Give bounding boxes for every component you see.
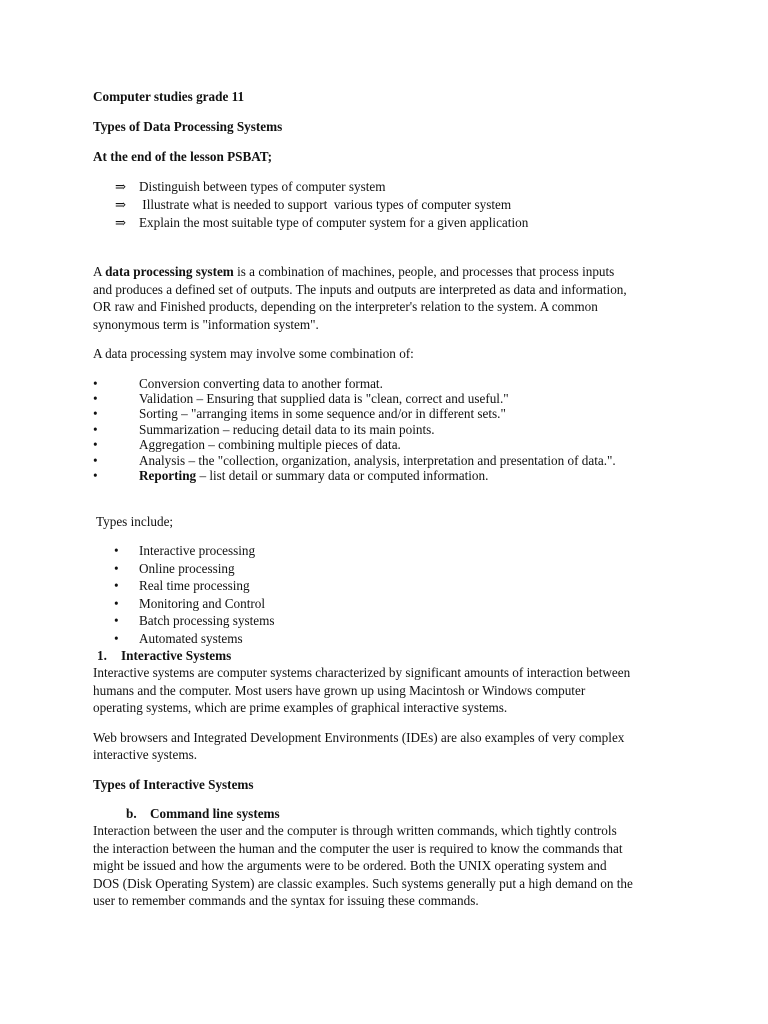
list-item: • Reporting – list detail or summary data or computed information. xyxy=(93,468,489,483)
bullet-icon: • xyxy=(93,376,98,391)
bullet-icon: • xyxy=(93,437,98,452)
list-item: • Real time processing xyxy=(114,578,250,593)
definition-line: A data processing system is a combination of machines, people, and processes that process inputs xyxy=(93,264,615,279)
list-item: • Online processing xyxy=(114,561,235,576)
bullet-icon: • xyxy=(93,468,98,483)
heading-types-of-interactive-systems: Types of Interactive Systems xyxy=(93,777,254,792)
paragraph-line: operating systems, which are prime examples of graphical interactive systems. xyxy=(93,700,508,715)
types-intro: Types include; xyxy=(96,514,174,529)
list-item: • Interactive processing xyxy=(114,543,256,558)
bullet-icon: • xyxy=(93,422,98,437)
objective-item xyxy=(115,214,528,232)
arrow-right-icon: ⇒ xyxy=(115,179,127,194)
paragraph-line: Web browsers and Integrated Development Environments (IDEs) are also examples of very complex xyxy=(93,730,625,745)
combination-intro: A data processing system may involve some combination of: xyxy=(93,346,414,361)
bold-term: Reporting xyxy=(139,468,197,483)
definition-term: data processing system xyxy=(105,264,234,279)
paragraph-line: might be issued and how the arguments were to be ordered. Both the UNIX operating system and xyxy=(93,858,607,873)
list-item: • Validation – Ensuring that supplied data is "clean, correct and useful." xyxy=(93,391,509,406)
objective-item xyxy=(115,178,386,196)
section-heading-interactive: 1. Interactive Systems xyxy=(97,648,232,663)
definition-line: synonymous term is "information system". xyxy=(93,317,319,332)
objective-text: Illustrate what is needed to support various types of computer system xyxy=(139,197,512,212)
list-item: • Conversion converting data to another format. xyxy=(93,376,383,391)
bullet-icon: • xyxy=(93,406,98,421)
subsection-heading-command-line: b. Command line systems xyxy=(126,806,280,821)
paragraph-line: humans and the computer. Most users have grown up using Macintosh or Windows computer xyxy=(93,683,586,698)
paragraph-line: DOS (Disk Operating System) are classic examples. Such systems generally put a high demand on the xyxy=(93,876,633,891)
bullet-icon: • xyxy=(93,453,98,468)
list-item: • Summarization – reducing detail data to its main points. xyxy=(93,422,435,437)
definition-line: OR raw and Finished products, depending on the interpreter's relation to the system. A common xyxy=(93,299,598,314)
list-item: • Automated systems xyxy=(114,631,243,646)
heading-types-of-data-processing: Types of Data Processing Systems xyxy=(93,119,283,134)
list-item: • Analysis – the "collection, organization, analysis, interpretation and presentation of data.". xyxy=(93,453,616,468)
bullet-icon: • xyxy=(114,561,119,576)
definition-line: and produces a defined set of outputs. The inputs and outputs are interpreted as data and information, xyxy=(93,282,627,297)
arrow-right-icon: ⇒ xyxy=(115,197,127,212)
document-title: Computer studies grade 11 xyxy=(93,89,245,104)
bullet-icon: • xyxy=(114,613,119,628)
objective-text: Explain the most suitable type of computer system for a given application xyxy=(139,215,529,230)
list-item: • Sorting – "arranging items in some sequence and/or in different sets." xyxy=(93,406,506,421)
paragraph-line: interactive systems. xyxy=(93,747,198,762)
paragraph-line: user to remember commands and the syntax for issuing these commands. xyxy=(93,893,479,908)
bullet-icon: • xyxy=(93,391,98,406)
list-item: • Aggregation – combining multiple pieces of data. xyxy=(93,437,401,452)
bullet-icon: • xyxy=(114,631,119,646)
paragraph-line: the interaction between the human and the computer the user is required to know the commands that xyxy=(93,841,623,856)
paragraph-line: Interaction between the user and the computer is through written commands, which tightly controls xyxy=(93,823,617,838)
heading-psbat: At the end of the lesson PSBAT; xyxy=(93,149,273,164)
objective-item xyxy=(115,196,511,214)
list-item: • Batch processing systems xyxy=(114,613,275,628)
list-item: • Monitoring and Control xyxy=(114,596,266,611)
bullet-icon: • xyxy=(114,596,119,611)
bullet-icon: • xyxy=(114,578,119,593)
objective-text: Distinguish between types of computer system xyxy=(139,179,386,194)
paragraph-line: Interactive systems are computer systems characterized by significant amounts of interaction between xyxy=(93,665,631,680)
arrow-right-icon: ⇒ xyxy=(115,215,127,230)
bullet-icon: • xyxy=(114,543,119,558)
